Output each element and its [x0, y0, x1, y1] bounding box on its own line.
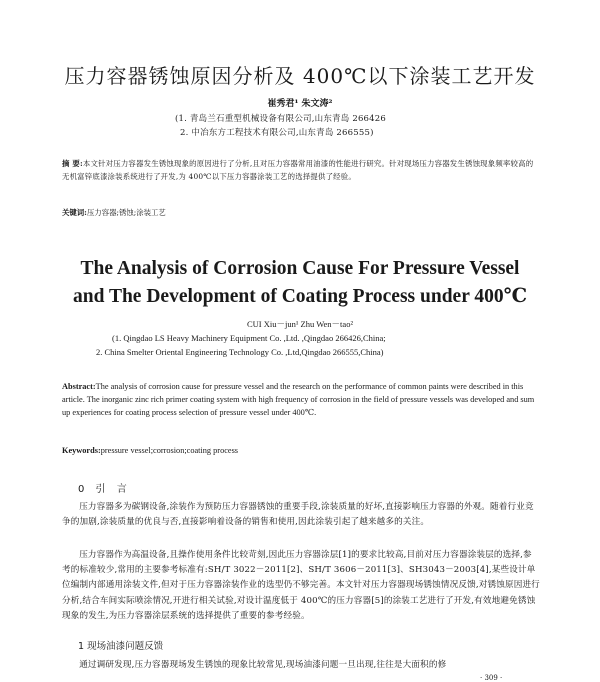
- chinese-affiliation-2: 2. 中冶东方工程技术有限公司,山东青岛 266555): [180, 128, 374, 138]
- english-abstract: [62, 380, 540, 420]
- english-abstract-label: Abstract:: [62, 382, 96, 391]
- english-keywords-text: pressure vessel;corrosion;coating process: [100, 446, 239, 455]
- section-0-heading: 0 引 言: [78, 484, 131, 495]
- chinese-authors: 崔秀君¹ 朱文涛²: [267, 99, 333, 109]
- english-affiliation-1: (1. Qingdao LS Heavy Machinery Equipment Co. ,Ltd. ,Qingdao 266426,China;: [112, 333, 386, 343]
- section-1-paragraph-1: 通过调研发现,压力容器现场发生锈蚀的现象比较常见,现场油漆问题一旦出现,往往是大面积的修: [79, 660, 447, 670]
- chinese-keywords: [62, 207, 166, 218]
- chinese-abstract-label: 摘 要:: [62, 159, 83, 168]
- chinese-keywords-label: 关键词:: [62, 208, 87, 217]
- english-title-line-2: and The Development of Coating Process under 400℃: [72, 286, 527, 307]
- chinese-abstract: [62, 157, 540, 183]
- intro-paragraph-2: 压力容器作为高温设备,且操作使用条件比较苛刻,因此压力容器涂层[1]的要求比较高,目前对压力容器涂装层的选择,参考的标准较少,常用的主要参考标准有:SH/T 3022－2011[2]、SH/T 3606－2011[3]、SH3043－2003[4],某些设计单位编制内部通用涂装文件,但对于压力容器涂装作业的选型仍不够完善。本文针对压力容器现场锈蚀情况反馈,对锈蚀原因进行分析,结合车间实际喷涂情况,开进行相关试验,对设计温度低于 400℃的压力容器[5]的涂装工艺进行了开发,有效地避免锈蚀现象的发生,为压力容器涂层系统的选择提供了重要的参考经验。: [62, 550, 540, 621]
- intro-paragraph-1: 压力容器多为碳钢设备,涂装作为预防压力容器锈蚀的重要手段,涂装质量的好坏,直接影响压力容器的外观。随着行业竞争的加剧,涂装质量的优良与否,直接影响着设备的销售和使用,因此涂装引起了越来越多的关注。: [62, 502, 534, 528]
- page-number: · 309 ·: [480, 674, 503, 682]
- chinese-title: 压力容器锈蚀原因分析及 400℃以下涂装工艺开发: [64, 64, 536, 88]
- chinese-abstract-text: 本文针对压力容器发生锈蚀现象的原因进行了分析,且对压力容器常用油漆的性能进行研究。针对现场压力容器发生锈蚀现象频率较高的无机富锌底漆涂装系统进行了开发,为 400℃以下压力容器涂装工艺的选择提供了经验。: [62, 159, 534, 181]
- english-title-line-1: The Analysis of Corrosion Cause For Pressure Vessel: [80, 258, 520, 279]
- section-1-heading: 1 现场油漆问题反馈: [78, 641, 164, 652]
- english-abstract-text: The analysis of corrosion cause for pressure vessel and the research on the performance of common paints were described in this article. The inorganic zinc rich primer coating system with high frequency of corrosion in the field of pressure vessels was developed and sum up experiences for coating process selection of pressure vessel under 400℃.: [62, 382, 535, 418]
- english-authors: CUI Xiu－jun¹ Zhu Wen－tao²: [246, 319, 353, 329]
- english-keywords: [62, 446, 238, 455]
- english-keywords-label: Keywords:: [62, 446, 101, 455]
- english-affiliation-2: 2. China Smelter Oriental Engineering Technology Co. ,Ltd,Qingdao 266555,China): [96, 347, 384, 357]
- chinese-keywords-text: 压力容器;锈蚀;涂装工艺: [86, 208, 166, 217]
- chinese-affiliation-1: (1. 青岛兰石重型机械设备有限公司,山东青岛 266426: [175, 114, 386, 124]
